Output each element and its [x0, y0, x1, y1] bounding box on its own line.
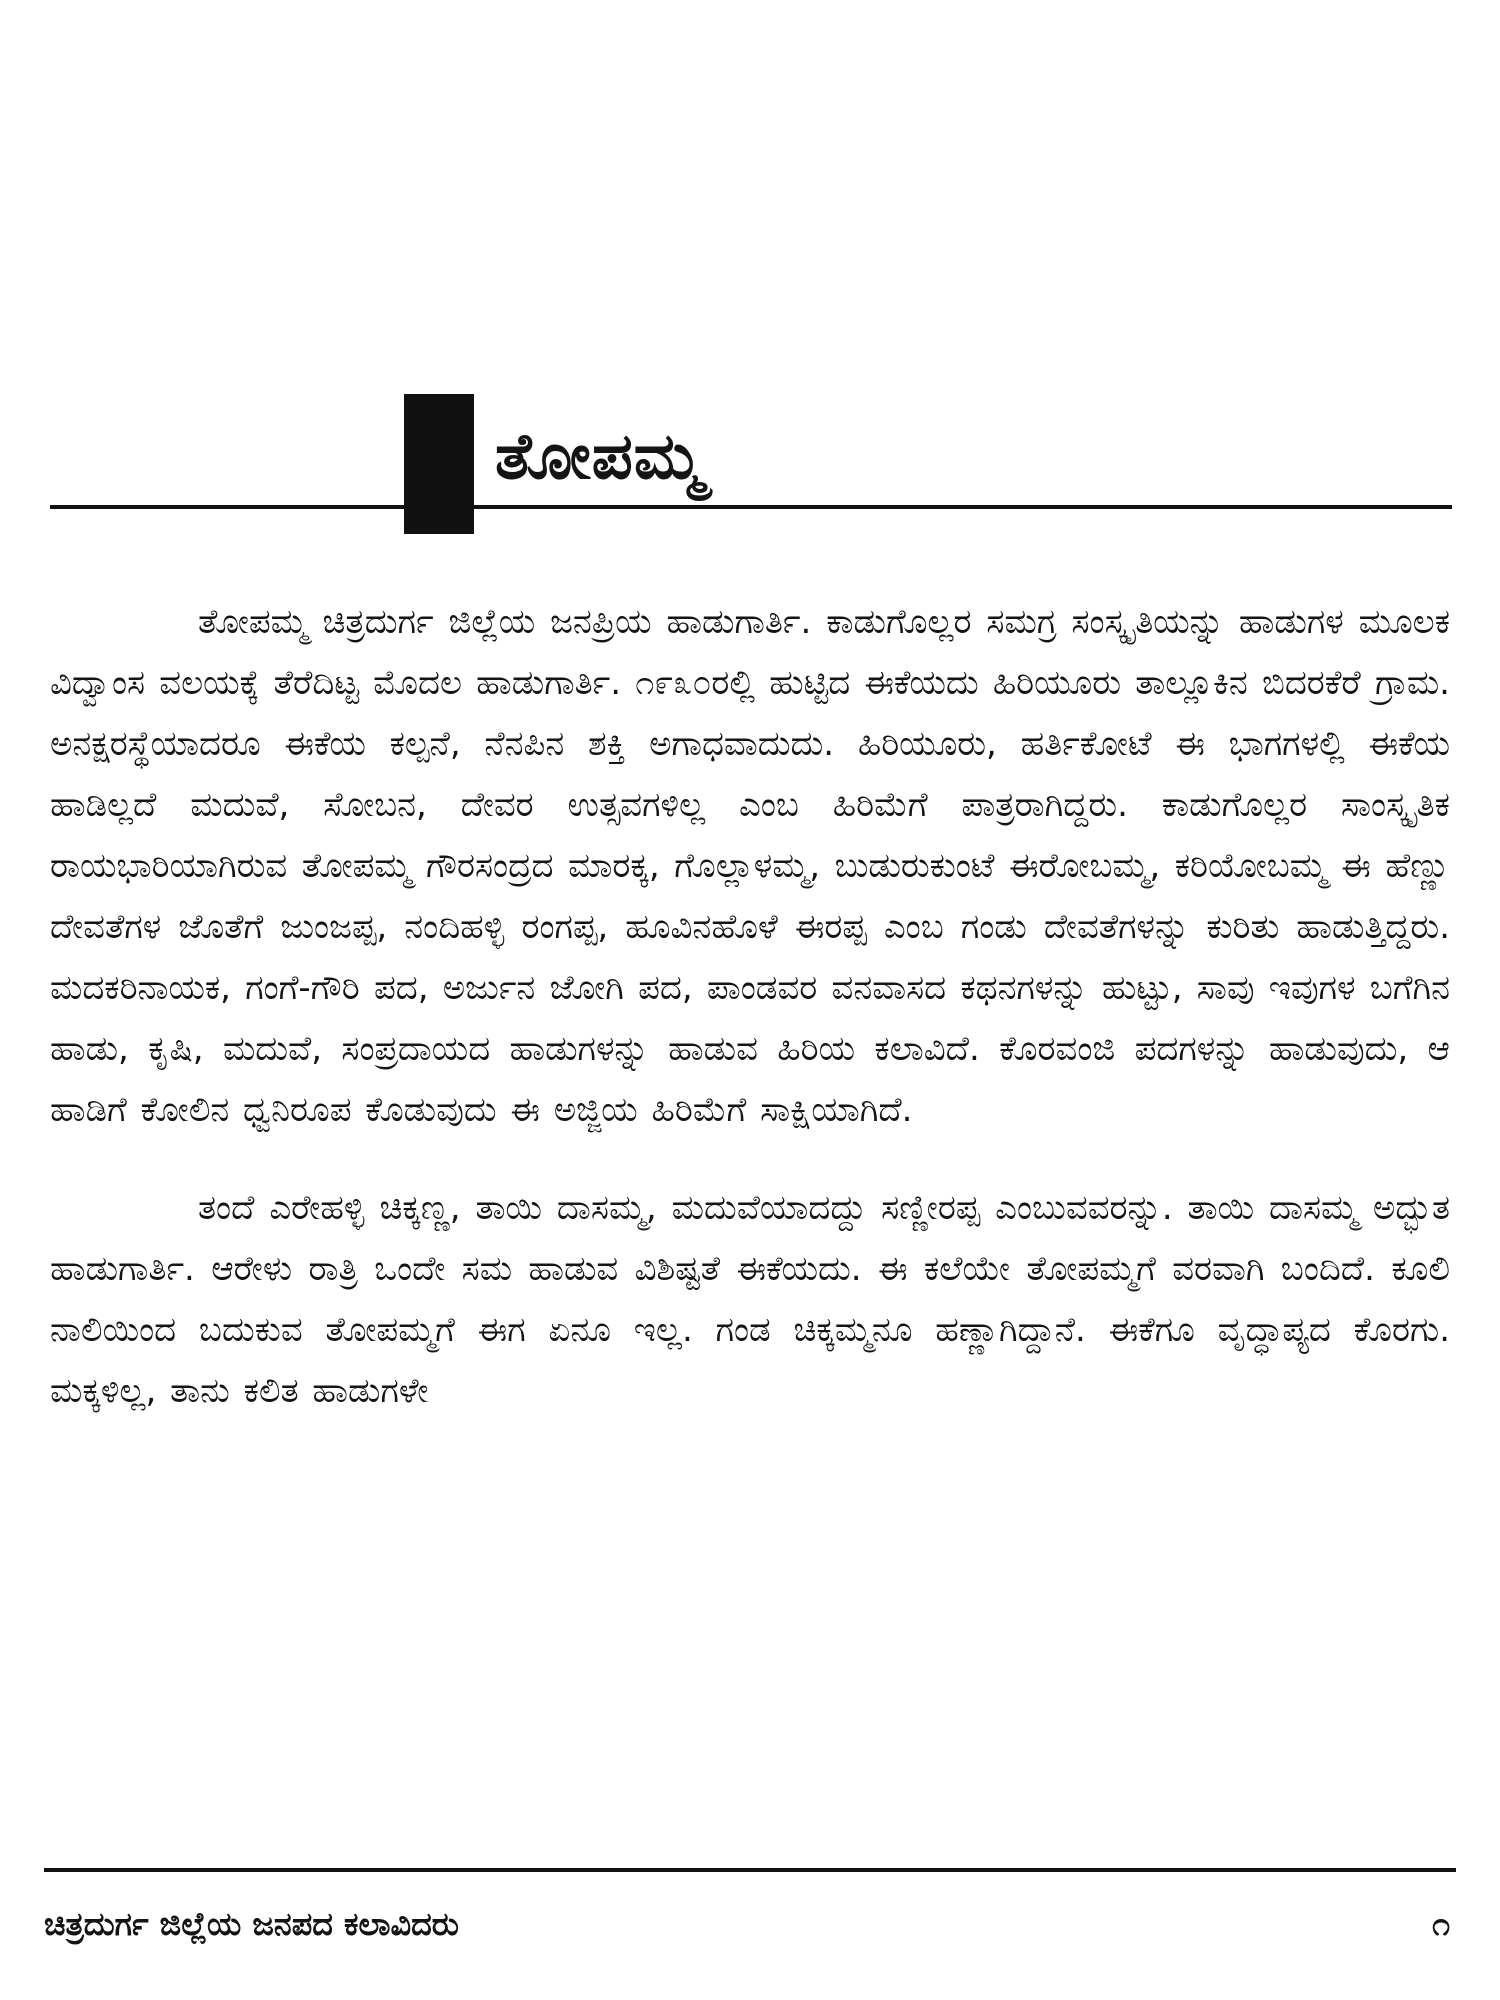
title-black-bar: [404, 394, 474, 534]
page-number: ೧: [1432, 1905, 1450, 1943]
paragraph-1: ತೋಪಮ್ಮ ಚಿತ್ರದುರ್ಗ ಜಿಲ್ಲೆಯ ಜನಪ್ರಿಯ ಹಾಡುಗಾರ್ತಿ. ಕಾಡುಗೊಲ್ಲರ ಸಮಗ್ರ ಸಂಸ್ಕೃತಿಯನ್ನು ಹಾಡುಗಳ ಮೂಲಕ ವಿದ್ವಾಂಸ ವಲಯಕ್ಕೆ ತೆರೆದಿಟ್ಟ ಮೊದಲ ಹಾಡುಗಾರ್ತಿ. ೧೯೩೦ರಲ್ಲಿ ಹುಟ್ಟಿದ ಈಕೆಯದು ಹಿರಿಯೂರು ತಾಲ್ಲೂಕಿನ ಬಿದರಕೆರೆ ಗ್ರಾಮ. ಅನಕ್ಷರಸ್ಥೆಯಾದರೂ ಈಕೆಯ ಕಲ್ಪನೆ, ನೆನಪಿನ ಶಕ್ತಿ ಅಗಾಧವಾದುದು. ಹಿರಿಯೂರು, ಹರ್ತಿಕೋಟೆ ಈ ಭಾಗಗಳಲ್ಲಿ ಈಕೆಯ ಹಾಡಿಲ್ಲದೆ ಮದುವೆ, ಸೋಬನ, ದೇವರ ಉತ್ಸವಗಳಿಲ್ಲ ಎಂಬ ಹಿರಿಮೆಗೆ ಪಾತ್ರರಾಗಿದ್ದರು. ಕಾಡುಗೊಲ್ಲರ ಸಾಂಸ್ಕೃತಿಕ ರಾಯಭಾರಿಯಾಗಿರುವ ತೋಪಮ್ಮ ಗೌರಸಂದ್ರದ ಮಾರಕ್ಕ, ಗೊಲ್ಲಾಳಮ್ಮ, ಬುಡುರುಕುಂಟೆ ಈರೋಬಮ್ಮ, ಕರಿಯೋಬಮ್ಮ ಈ ಹೆಣ್ಣು ದೇವತೆಗಳ ಜೊತೆಗೆ ಜುಂಜಪ್ಪ, ನಂದಿಹಳ್ಳಿ ರಂಗಪ್ಪ, ಹೂವಿನಹೊಳೆ ಈರಪ್ಪ ಎಂಬ ಗಂಡು ದೇವತೆಗಳನ್ನು ಕುರಿತು ಹಾಡುತ್ತಿದ್ದರು. ಮದಕರಿನಾಯಕ, ಗಂಗೆ-ಗೌರಿ ಪದ, ಅರ್ಜುನ ಜೋಗಿ ಪದ, ಪಾಂಡವರ ವನವಾಸದ ಕಥನಗಳನ್ನು ಹುಟ್ಟು, ಸಾವು ಇವುಗಳ ಬಗೆಗಿನ ಹಾಡು, ಕೃಷಿ, ಮದುವೆ, ಸಂಪ್ರದಾಯದ ಹಾಡುಗಳನ್ನು ಹಾಡುವ ಹಿರಿಯ ಕಲಾವಿದೆ. ಕೊರವಂಜಿ ಪದಗಳನ್ನು ಹಾಡುವುದು, ಆ ಹಾಡಿಗೆ ಕೋಲಿನ ಧ್ವನಿರೂಪ ಕೊಡುವುದು ಈ ಅಜ್ಜಿಯ ಹಿರಿಮೆಗೆ ಸಾಕ್ಷಿಯಾಗಿದೆ.: [50, 602, 1450, 1130]
footer-book-title: ಚಿತ್ರದುರ್ಗ ಜಿಲ್ಲೆಯ ಜನಪದ ಕಲಾವಿದರು: [44, 1905, 459, 1943]
footer-rule: [44, 1868, 1456, 1872]
body-text: [50, 592, 1450, 1422]
page-title: ತೋಪಮ್ಮ: [495, 420, 705, 494]
paragraph-2: ತಂದೆ ಎರೇಹಳ್ಳಿ ಚಿಕ್ಕಣ್ಣ, ತಾಯಿ ದಾಸಮ್ಮ, ಮದುವೆಯಾದದ್ದು ಸಣ್ಣೀರಪ್ಪ ಎಂಬುವವರನ್ನು. ತಾಯಿ ದಾಸಮ್ಮ ಅದ್ಭುತ ಹಾಡುಗಾರ್ತಿ. ಆರೇಳು ರಾತ್ರಿ ಒಂದೇ ಸಮ ಹಾಡುವ ವಿಶಿಷ್ಟತೆ ಈಕೆಯದು. ಈ ಕಲೆಯೇ ತೋಪಮ್ಮಗೆ ವರವಾಗಿ ಬಂದಿದೆ. ಕೂಲಿ ನಾಲಿಯಿಂದ ಬದುಕುವ ತೋಪಮ್ಮಗೆ ಈಗ ಏನೂ ಇಲ್ಲ. ಗಂಡ ಚಿಕ್ಕಮ್ಮನೂ ಹಣ್ಣಾಗಿದ್ದಾನೆ. ಈಕೆಗೂ ವೃದ್ಧಾಪ್ಯದ ಕೊರಗು. ಮಕ್ಕಳಿಲ್ಲ, ತಾನು ಕಲಿತ ಹಾಡುಗಳೇ: [50, 1188, 1450, 1411]
title-underline: [50, 505, 1452, 509]
